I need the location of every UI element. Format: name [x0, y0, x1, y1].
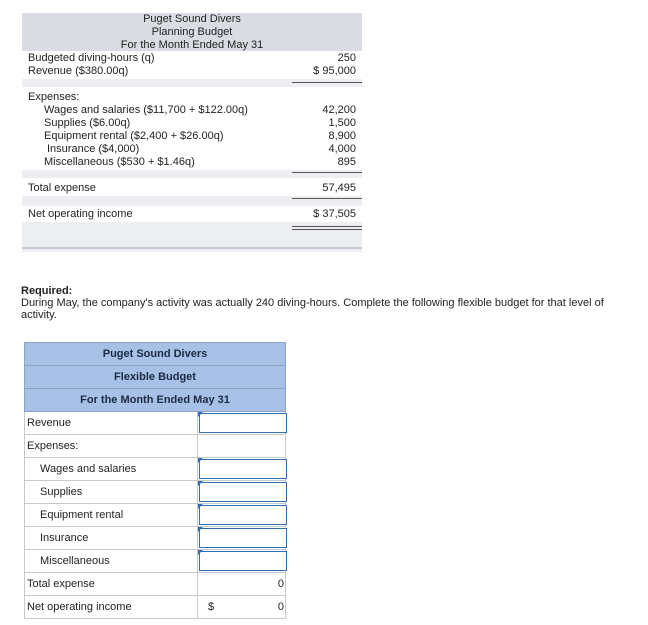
fb-supplies-cell [197, 481, 287, 503]
pb-equipment-label: Equipment rental ($2,400 + $26.00q) [44, 130, 224, 142]
pb-row-total [22, 182, 362, 195]
fb-misc-label: Miscellaneous [40, 555, 110, 567]
pb-row-misc [22, 156, 362, 169]
pb-row-revenue [22, 65, 362, 78]
fb-revenue-cell [197, 412, 287, 434]
fb-noi-value: 0 [277, 601, 284, 613]
fb-row-equipment [24, 504, 286, 527]
fb-misc-cell [197, 550, 287, 572]
fb-insurance-cell [197, 527, 287, 549]
fb-noi-dollar: $ [208, 601, 215, 613]
fb-total-label: Total expense [27, 578, 95, 590]
fb-company: Puget Sound Divers [24, 342, 286, 365]
pb-row-noi [22, 208, 362, 221]
insurance-input[interactable] [199, 528, 287, 548]
fb-row-wages [24, 458, 286, 481]
input-marker-icon [198, 527, 203, 532]
input-marker-icon [198, 481, 203, 486]
supplies-input[interactable] [199, 482, 287, 502]
pb-total-rule [292, 198, 362, 199]
fb-insurance-label: Insurance [40, 532, 89, 544]
fb-row-noi [24, 596, 286, 619]
fb-supplies-label: Supplies [40, 486, 83, 498]
pb-wages-value: 42,200 [322, 104, 356, 116]
flexible-budget-table [24, 342, 286, 619]
pb-expense-rule [292, 172, 362, 173]
input-marker-icon [198, 504, 203, 509]
pb-total-value: 57,495 [322, 182, 356, 194]
fb-row-supplies [24, 481, 286, 504]
pb-insurance-label: Insurance ($4,000) [47, 143, 140, 155]
pb-revenue-rule [292, 82, 362, 83]
required-text: During May, the company's activity was actually 240 diving-hours. Complete the following flexible budget for that level of activity. [21, 297, 604, 321]
pb-misc-value: 895 [337, 156, 356, 168]
pb-misc-label: Miscellaneous ($530 + $1.46q) [44, 156, 195, 168]
pb-row-equipment [22, 130, 362, 143]
fb-revenue-label: Revenue [27, 417, 72, 429]
pb-revenue-value: $ 95,000 [313, 65, 356, 77]
miscellaneous-input[interactable] [199, 551, 287, 571]
pb-revenue-label: Revenue ($380.00q) [28, 65, 129, 77]
pb-row-hours [22, 52, 362, 65]
fb-row-total [24, 573, 286, 596]
pb-spacer [22, 79, 362, 87]
pb-expenses-label: Expenses: [28, 91, 80, 103]
fb-total-cell [197, 573, 287, 595]
pb-noi-rule-1 [292, 226, 362, 227]
required-heading: Required: [21, 285, 73, 297]
pb-row-expenses [22, 91, 362, 104]
pb-noi-label: Net operating income [28, 208, 133, 220]
fb-row-insurance [24, 527, 286, 550]
fb-expenses-label: Expenses: [27, 440, 79, 452]
fb-row-revenue [24, 412, 286, 435]
fb-wages-label: Wages and salaries [40, 463, 137, 475]
pb-bottom-border [22, 247, 362, 249]
wages-input[interactable] [199, 459, 287, 479]
fb-equipment-cell [197, 504, 287, 526]
pb-company: Puget Sound Divers [143, 13, 241, 25]
pb-supplies-label: Supplies ($6.00q) [44, 117, 131, 129]
pb-title: Planning Budget [151, 26, 233, 38]
equipment-rental-input[interactable] [199, 505, 287, 525]
pb-row-supplies [22, 117, 362, 130]
pb-wages-label: Wages and salaries ($11,700 + $122.00q) [44, 104, 248, 116]
pb-row-insurance [22, 143, 362, 156]
pb-row-wages [22, 104, 362, 117]
pb-hours-value: 250 [337, 52, 356, 64]
input-marker-icon [198, 458, 203, 463]
fb-total-value: 0 [277, 578, 284, 590]
required-section [21, 285, 621, 321]
pb-equipment-value: 8,900 [328, 130, 356, 142]
pb-supplies-value: 1,500 [328, 117, 356, 129]
input-marker-icon [198, 412, 203, 417]
input-marker-icon [198, 550, 203, 555]
fb-row-expenses [24, 435, 286, 458]
fb-noi-cell [197, 596, 287, 618]
fb-wages-cell [197, 458, 287, 480]
fb-equipment-label: Equipment rental [40, 509, 124, 521]
fb-title: Flexible Budget [24, 365, 286, 388]
fb-row-misc [24, 550, 286, 573]
fb-noi-label: Net operating income [27, 601, 132, 613]
pb-noi-rule-2 [292, 229, 362, 230]
pb-total-label: Total expense [28, 182, 96, 194]
pb-noi-value: $ 37,505 [313, 208, 356, 220]
pb-period: For the Month Ended May 31 [120, 39, 264, 51]
fb-period: For the Month Ended May 31 [24, 388, 286, 412]
pb-hours-label: Budgeted diving-hours (q) [28, 52, 155, 64]
revenue-input[interactable] [199, 413, 287, 433]
pb-insurance-value: 4,000 [328, 143, 356, 155]
fb-expenses-cell [197, 435, 287, 457]
